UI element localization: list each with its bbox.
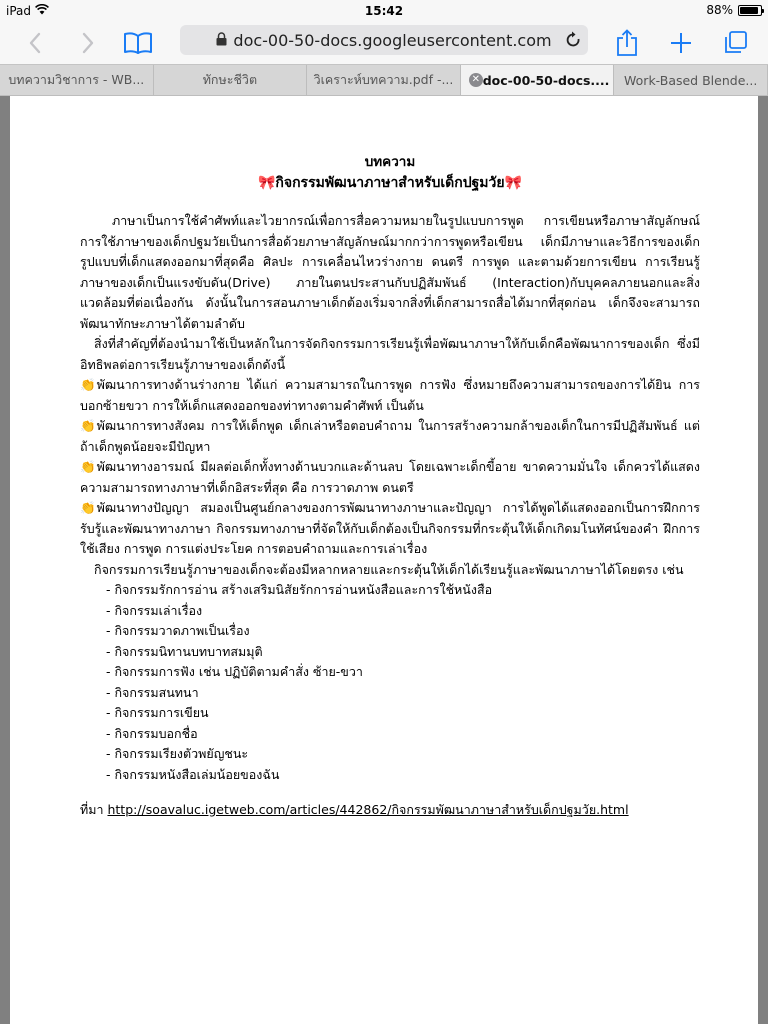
browser-toolbar: [0, 22, 768, 64]
intro-paragraph: ภาษาเป็นการใช้คำศัพท์และไวยากรณ์เพื่อการสื่อความหมายในรูปแบบการพูด การเขียนหรือภาษาสัญลักษณ์ การใช้ภาษาของเด็กปฐมวัยเป็นการสื่อด้วยภาษาสัญลักษณ์มากกว่าการพูดหรือเขียน เด็กมีภาษาและวิธีการของเด็ก รูปแบบที่เด็กแสดงออกมาที่สุดคือ ศิลปะ การเคลื่อนไหวร่างกาย ดนตรี การพูด และตามด้วยการเขียน การเรียนรู้ภาษาของเด็กเป็นแรงขับดัน(Drive) ภายในตนประสานกับปฏิสัมพันธ์ (Interaction)กับบุคคลภายนอกและสิ่งแวดล้อมที่ต่อเนื่องกัน ดังนั้นในการสอนภาษาเด็กต้องเริ่มจากสิ่งที่เด็กสามารถสื่อได้มากที่สุดก่อน เด็กจึงจะสามารถพัฒนาทักษะภาษาได้ตามลำดับ: [80, 213, 700, 331]
lock-icon: [216, 31, 227, 50]
dev-point-text: พัฒนาทางอารมณ์ มีผลต่อเด็กทั้งทางด้านบวกและด้านลบ โดยเฉพาะเด็กขี้อาย ขาดความมั่นใจ เด็กควรได้แสดงความสามารถทางภาษาที่เด็กอิสระที่สุด คือ การวาดภาพ ดนตรี: [80, 459, 700, 495]
list-item: - กิจกรรมวาดภาพเป็นเรื่อง: [106, 623, 250, 638]
document-viewer[interactable]: [0, 96, 768, 1024]
list-item: - กิจกรรมบอกชื่อ: [106, 725, 198, 741]
document-heading: บทความ: [364, 154, 416, 170]
status-right: [706, 3, 762, 17]
dev-point-text: พัฒนาการทางด้านร่างกาย ได้แก่ ความสามารถในการพูด การฟัง ซึ่งหมายถึงความสามารถของการได้ยิน การบอกซ้ายขวา การให้เด็กแสดงออกของท่าทางตามคำศัพท์ เป็นต้น: [80, 377, 700, 413]
tab-label: doc-00-50-docs....: [482, 72, 610, 88]
list-item: - กิจกรรมเล่าเรื่อง: [106, 602, 203, 618]
tab-label: บทความวิชาการ - WB...: [8, 72, 145, 87]
clapping-hands-icon: 👏: [80, 500, 96, 515]
clapping-hands-icon: 👏: [80, 459, 96, 474]
source-link[interactable]: http://soavaluc.igetweb.com/articles/442862/กิจกรรมพัฒนาภาษาสำหรับเด็กปฐมวัย.html: [107, 802, 629, 817]
document-title: [80, 173, 700, 194]
battery-icon: [738, 5, 762, 16]
ribbon-icon: 🎀: [257, 174, 276, 191]
dev-point-social: [80, 416, 700, 457]
source-label: ที่มา: [80, 802, 108, 817]
tab-article-analysis-pdf[interactable]: [307, 65, 461, 95]
tab-work-based-blended[interactable]: [614, 65, 768, 95]
list-item: - กิจกรรมรักการอ่าน สร้างเสริมนิสัยรักการอ่านหนังสือและการใช้หนังสือ: [106, 582, 493, 597]
address-bar[interactable]: [180, 25, 588, 55]
close-tab-icon[interactable]: ✕: [469, 73, 483, 87]
tab-label: Work-Based Blende...: [624, 72, 758, 88]
document-content: [80, 152, 700, 821]
status-bar: [0, 0, 768, 22]
clapping-hands-icon: 👏: [80, 418, 96, 433]
source-citation: [80, 800, 700, 821]
activities-intro-paragraph: กิจกรรมการเรียนรู้ภาษาของเด็กจะต้องมีหลากหลายและกระตุ้นให้เด็กได้เรียนรู้และพัฒนาภาษาได้โดยตรง เช่น: [94, 561, 684, 577]
list-item: - กิจกรรมการฟัง เช่น ปฏิบัติตามคำสั่ง ซ้าย-ขวา: [106, 664, 363, 679]
activity-list: [80, 580, 700, 785]
tab-label: ทักษะชีวิต: [202, 72, 258, 87]
clapping-hands-icon: 👏: [80, 377, 96, 392]
tab-bar: [0, 64, 768, 96]
tab-current-doc[interactable]: [461, 65, 615, 95]
tab-life-skills[interactable]: [154, 65, 308, 95]
chevron-right-icon[interactable]: [73, 28, 103, 58]
tab-wbl-article[interactable]: [0, 65, 154, 95]
dev-point-intellectual: [80, 498, 700, 560]
share-icon[interactable]: [612, 28, 642, 58]
reload-icon[interactable]: [564, 30, 582, 54]
clock: 15:42: [364, 4, 404, 18]
list-item: - กิจกรรมสนทนา: [106, 684, 199, 700]
list-item: - กิจกรรมนิทานบทบาทสมมุติ: [106, 643, 263, 659]
list-item: - กิจกรรมเรียงตัวพยัญชนะ: [106, 746, 249, 761]
document-page: [10, 96, 758, 1024]
dev-point-text: พัฒนาทางปัญญา สมองเป็นศูนย์กลางของการพัฒนาทางภาษาและปัญญา การได้พูดได้แสดงออกเป็นการฝึกการรับรู้และพัฒนาทางภาษา กิจกรรมทางภาษาที่จัดให้กับเด็กต้องเป็นกิจกรรมที่กระตุ้นให้เด็กเกิดมโนทัศน์ของคำ ฝึกการใช้เสียง การพูด การแต่งประโยค การตอบคำถามและการเล่าเรื่อง: [80, 500, 700, 556]
plus-icon[interactable]: [666, 28, 696, 58]
device-label: iPad: [6, 4, 32, 18]
dev-point-emotional: [80, 457, 700, 498]
battery-percent: 88%: [706, 3, 733, 17]
book-icon[interactable]: [123, 28, 153, 58]
chevron-left-icon[interactable]: [20, 28, 50, 58]
dev-point-physical: [80, 375, 700, 416]
tab-label: วิเคราะห์บทความ.pdf -...: [313, 72, 454, 87]
ribbon-icon: 🎀: [504, 174, 523, 191]
title-text: กิจกรรมพัฒนาภาษาสำหรับเด็กปฐมวัย: [275, 174, 505, 191]
list-item: - กิจกรรมหนังสือเล่มน้อยของฉัน: [106, 766, 280, 782]
tabs-icon[interactable]: [720, 28, 750, 58]
list-item: - กิจกรรมการเขียน: [106, 705, 209, 720]
development-intro-paragraph: สิ่งที่สำคัญที่ต้องนำมาใช้เป็นหลักในการจัดกิจกรรมการเรียนรู้เพื่อพัฒนาภาษาให้กับเด็กคือพัฒนาการของเด็ก ซึ่งมีอิทธิพลต่อการเรียนรู้ภาษาของเด็กดังนี้: [80, 336, 700, 372]
url-text: doc-00-50-docs.googleusercontent.com: [233, 30, 552, 50]
dev-point-text: พัฒนาการทางสังคม การให้เด็กพูด เด็กเล่าหรือตอบคำถาม ในการสร้างความกล้าของเด็กในการมีปฏิสัมพันธ์ แต่ถ้าเด็กพูดน้อยจะมีปัญหา: [80, 418, 700, 454]
